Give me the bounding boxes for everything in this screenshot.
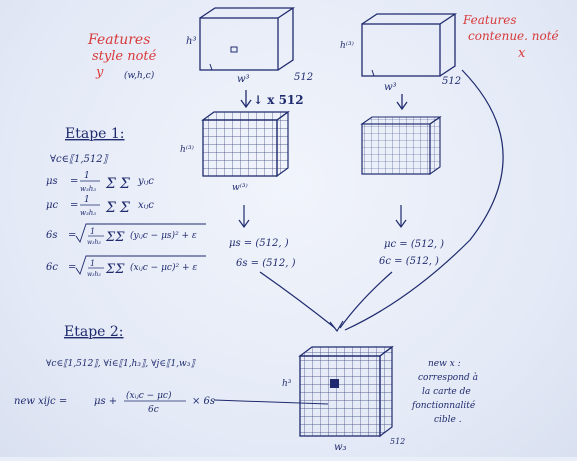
sigma-s-symbol: 6s: [46, 230, 58, 241]
svg-text:Σ: Σ: [120, 176, 130, 192]
style-feature-cube: [200, 8, 293, 70]
note-line-1: new x :: [428, 359, 461, 369]
new-x-formula: [14, 390, 215, 415]
style-grid-height-label: h⁽³⁾: [180, 145, 194, 155]
style-cube-depth-label: 512: [294, 72, 314, 83]
style-grid-cube: [203, 112, 288, 176]
svg-text:=: =: [70, 200, 79, 211]
note-line-4: fonctionnalité: [412, 401, 476, 411]
svg-text:1: 1: [84, 171, 90, 181]
content-grid-cube: [362, 117, 440, 174]
times-512-label: ↓ x 512: [253, 93, 304, 107]
note-line-5: cible .: [434, 415, 462, 425]
note-line-3: la carte de: [422, 387, 471, 397]
style-features-title: Features: [88, 32, 151, 48]
new-x-lhs: new xijc =: [14, 396, 68, 407]
svg-text:(xᵢⱼc − μc): (xᵢⱼc − μc): [126, 391, 172, 401]
svg-text:Σ: Σ: [106, 176, 116, 192]
svg-text:μs +: μs +: [94, 396, 118, 407]
svg-text:1: 1: [90, 259, 96, 268]
svg-text:ΣΣ: ΣΣ: [106, 230, 125, 245]
content-feature-cube: [362, 14, 455, 76]
etape-1-heading: Etape 1:: [65, 126, 125, 142]
mu-c-shape: μc = (512, ): [384, 239, 445, 250]
style-features-symbol: y: [96, 65, 104, 80]
svg-text:w₃h₃: w₃h₃: [80, 185, 97, 193]
style-features-subtitle: style noté: [92, 49, 157, 64]
svg-text:(xᵢⱼc − μc)² + ε: (xᵢⱼc − μc)² + ε: [130, 263, 198, 273]
svg-text:(yᵢⱼc − μs)² + ε: (yᵢⱼc − μs)² + ε: [130, 231, 197, 241]
svg-text:=: =: [70, 176, 79, 187]
mu-s-shape: μs = (512, ): [229, 238, 289, 249]
arrows-mid: [239, 205, 406, 227]
mu-c-formula: [46, 195, 154, 217]
svg-text:ΣΣ: ΣΣ: [106, 262, 125, 277]
svg-text:w₃h₃: w₃h₃: [80, 209, 97, 217]
content-features-subtitle: contenue. noté: [468, 29, 559, 43]
svg-text:yᵢⱼc: yᵢⱼc: [138, 176, 154, 187]
svg-text:xᵢⱼc: xᵢⱼc: [138, 200, 154, 211]
content-cube-height-label: h⁽³⁾: [340, 41, 354, 51]
svg-text:6c: 6c: [148, 405, 159, 415]
target-grid-cube: [300, 347, 392, 436]
sigma-s-shape: 6s = (512, ): [236, 258, 296, 269]
content-features-symbol: x: [518, 46, 526, 61]
style-cube-width-label: w³: [237, 74, 250, 85]
style-grid-width-label: w⁽³⁾: [232, 183, 248, 193]
svg-text:Σ: Σ: [106, 200, 116, 216]
converging-lines: [260, 70, 503, 331]
mu-c-symbol: μc: [46, 200, 59, 211]
style-cube-height-label: h³: [186, 36, 197, 47]
sigma-c-shape: 6c = (512, ): [379, 256, 439, 267]
svg-text:=: =: [68, 262, 77, 273]
etape-2-range: ∀c∈⟦1,512⟧, ∀i∈⟦1,h₃⟧, ∀j∈⟦1,w₃⟧: [46, 359, 195, 369]
content-cube-depth-label: 512: [442, 76, 462, 87]
style-dims-label: (w,h,c): [124, 71, 155, 81]
highlighted-cell: [330, 379, 339, 388]
mu-s-symbol: μs: [46, 176, 58, 187]
svg-text:× 6s: × 6s: [192, 396, 216, 407]
svg-text:w₃h₃: w₃h₃: [87, 271, 101, 278]
mu-s-formula: [46, 171, 154, 193]
target-width-label: w₃: [334, 442, 347, 453]
svg-text:1: 1: [90, 227, 96, 236]
note-line-2: correspond à: [418, 373, 478, 383]
svg-text:Σ: Σ: [120, 200, 130, 216]
content-cube-width-label: w³: [384, 82, 397, 93]
target-height-label: h³: [282, 379, 292, 389]
content-features-title: Features: [463, 13, 517, 27]
new-x-note: [411, 359, 478, 425]
sigma-c-symbol: 6c: [46, 262, 58, 273]
sigma-s-formula: [46, 224, 206, 246]
etape-1-range: ∀c∈⟦1,512⟧: [50, 154, 108, 165]
svg-text:1: 1: [84, 195, 90, 205]
sigma-c-formula: [46, 256, 206, 278]
svg-text:w₃h₃: w₃h₃: [87, 239, 101, 246]
etape-2-heading: Etape 2:: [64, 324, 124, 340]
svg-text:=: =: [68, 230, 77, 241]
target-depth-label: 512: [390, 437, 406, 446]
